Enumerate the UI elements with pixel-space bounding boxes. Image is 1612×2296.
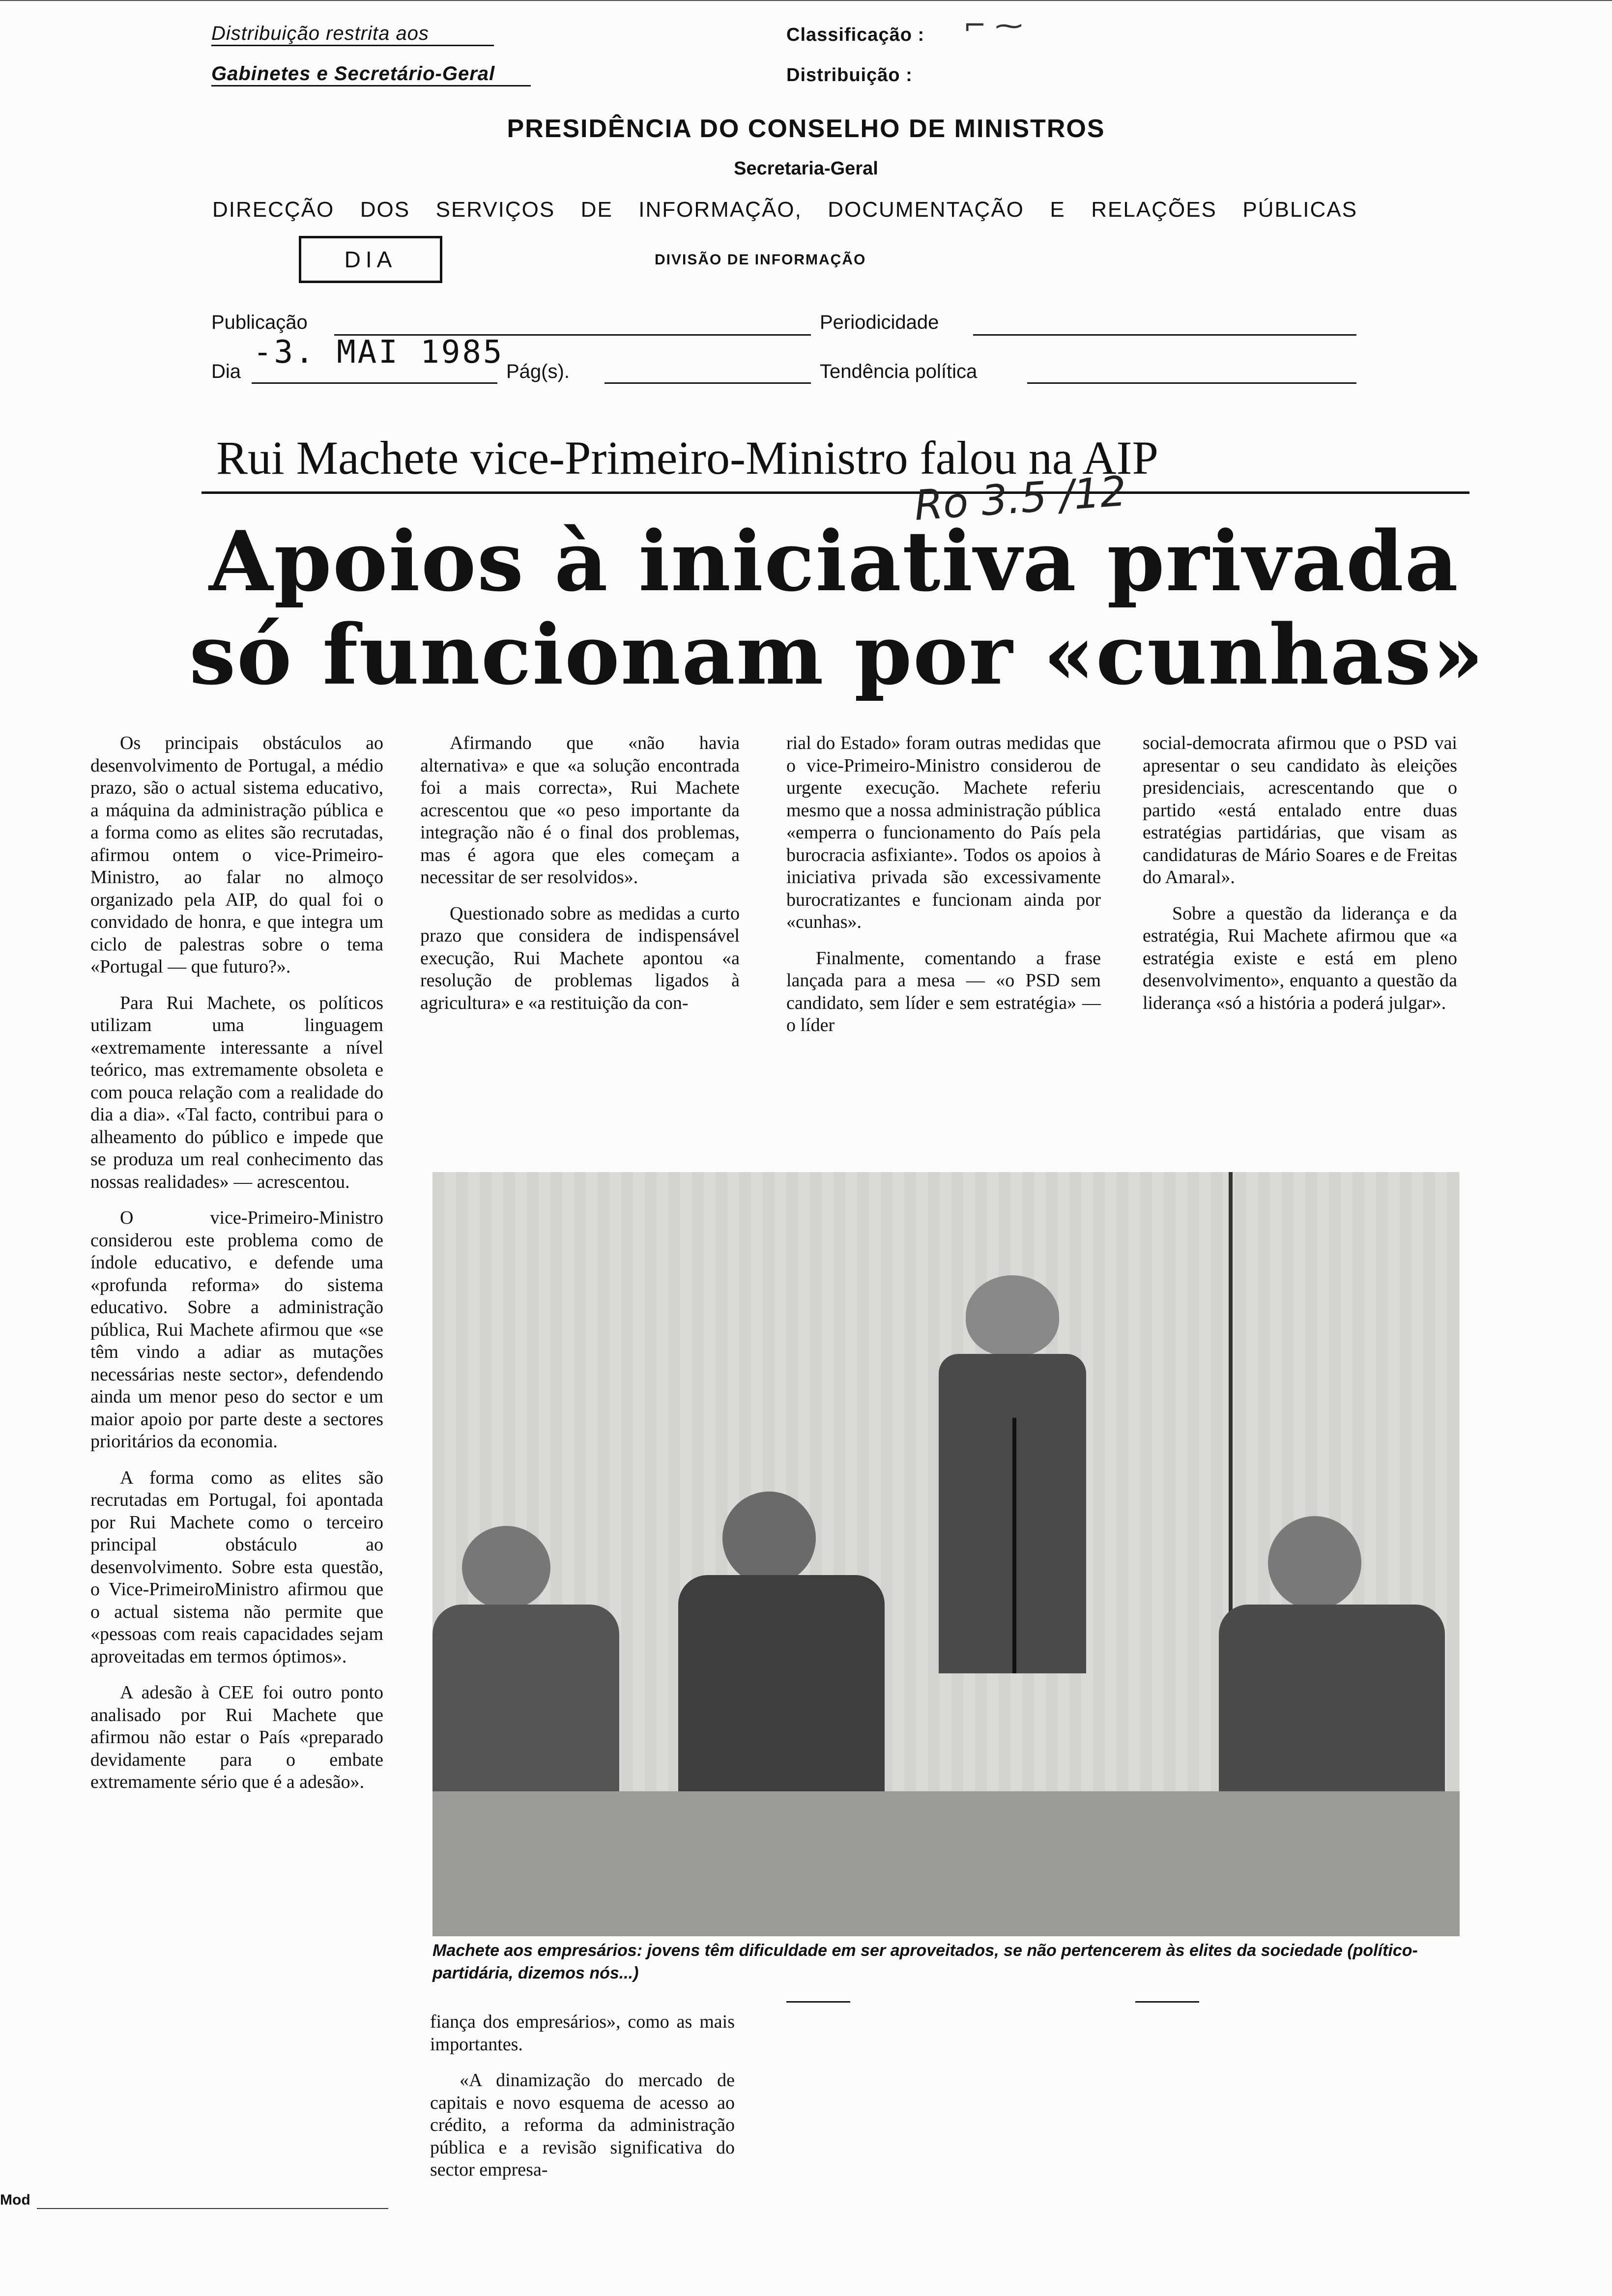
classification-label: Classificação : xyxy=(786,25,925,45)
paragraph: fiança dos empresários», como as mais importantes. xyxy=(430,2011,735,2055)
tendency-label: Tendência política xyxy=(820,361,978,382)
kicker-rule xyxy=(202,491,1469,494)
speaker-head xyxy=(966,1275,1059,1356)
paragraph: O vice-Primeiro-Ministro considerou este problema como de índole educativo, e defende uma «profunda reforma» do sistema educativo. Sobre a administração pública, Rui Machete afirmou que «se têm vindo a adiar as mutações necessárias neste sector», defendendo ainda um menor peso do sector e um maior apoio por parte deste a sectores prioritários da economia. xyxy=(90,1207,383,1452)
day-label: Dia xyxy=(211,361,241,382)
caption-rule-right xyxy=(1135,2001,1199,2003)
directorate-line: DIRECÇÃO DOS SERVIÇOS DE INFORMAÇÃO, DOCUMENTAÇÃO E RELAÇÕES PÚBLICAS xyxy=(212,198,1357,222)
publication-label: Publicação xyxy=(211,312,308,333)
paragraph: A adesão à CEE foi outro ponto analisado por Rui Machete que afirmou não estar o País «preparado devidamente para o embate extremamente sério que é a adesão». xyxy=(90,1682,383,1792)
org-subtitle: Secretaria-Geral xyxy=(734,158,878,179)
caption-rule-left xyxy=(786,2001,850,2003)
head-table xyxy=(432,1791,1460,1936)
microphone-stand xyxy=(1012,1418,1016,1673)
person-center-left-body xyxy=(678,1575,885,1811)
paragraph: Sobre a questão da liderança e da estratégia, Rui Machete afirmou que «a estratégia existe e está em pleno desenvolvimento», enquanto a questão da liderança «só a história a poderá julgar». xyxy=(1143,903,1457,1013)
person-right-body xyxy=(1219,1605,1445,1811)
pages-line xyxy=(604,382,811,384)
footer-rule xyxy=(37,2208,388,2209)
article-kicker: Rui Machete vice-Primeiro-Ministro falou na AIP xyxy=(216,431,1158,484)
day-line xyxy=(252,382,497,384)
pages-label: Pág(s). xyxy=(506,361,570,382)
paragraph: Questionado sobre as medidas a curto prazo que considera de indispensável execução, Rui Machete apontou «a resolução de problemas ligados à agricultura» e «a restituição da con- xyxy=(420,903,740,1013)
paragraph: Afirmando que «não havia alternativa» e que «a solução encontrada foi a mais correcta», Rui Machete acrescentou que «o peso importante da integração não é o final dos problemas, mas é agora que eles começam a necessitar de ser resolvidos». xyxy=(420,733,740,888)
article-column-2 xyxy=(420,732,740,1028)
headline-line-1: Apoios à iniciativa privada xyxy=(209,513,1459,610)
article-column-4 xyxy=(1143,732,1457,1028)
dia-stamp: DIA xyxy=(299,236,442,283)
top-edge-line xyxy=(0,0,1612,1)
person-right-head xyxy=(1268,1516,1361,1609)
person-left-head xyxy=(462,1526,550,1609)
org-title: PRESIDÊNCIA DO CONSELHO DE MINISTROS xyxy=(507,115,1105,143)
date-stamp: -3. MAI 1985 xyxy=(253,334,504,371)
paragraph: social-democrata afirmou que o PSD vai apresentar o seu candidato às eleições presidenciais, acrescentando que o partido «está entalado entre duas estratégias partidárias, que visam as candidaturas de Mário Soares e de Freitas do Amaral». xyxy=(1143,733,1457,888)
article-column-3 xyxy=(786,732,1101,1051)
paragraph: A forma como as elites são recrutadas em Portugal, foi apontada por Rui Machete como o terceiro principal obstáculo ao desenvolvimento. Sobre esta questão, o Vice-PrimeiroMinistro afirmou que o actual sistema não permite que «pessoas com reais capacidades sejam aproveitadas em termos óptimos». xyxy=(90,1467,383,1667)
distribution-line-2: Gabinetes e Secretário-Geral xyxy=(211,63,531,86)
handwritten-note: Ro 3.5 /12 xyxy=(913,467,1128,530)
photo-caption: Machete aos empresários: jovens têm dificuldade em ser aproveitados, se não pertencerem às elites da sociedade (político-partidária, dizemos nós...) xyxy=(432,1941,1418,1982)
distribution-label: Distribuição : xyxy=(786,65,913,86)
news-photo xyxy=(432,1172,1460,1936)
tendency-line xyxy=(1027,382,1356,384)
article-column-1 xyxy=(90,732,383,1808)
paragraph: Os principais obstáculos ao desenvolvimento de Portugal, a médio prazo, são o actual sistema educativo, a máquina da administração pública e a forma como as elites são recrutadas, afirmou ontem o vice-Primeiro-Ministro, ao falar no almoço organizado pela AIP, do qual foi o convidado de honra, e que integra um ciclo de palestras sobre o tema «Portugal — que futuro?». xyxy=(90,733,383,977)
article-column-2-continued xyxy=(430,2011,735,2195)
periodicity-line xyxy=(973,334,1356,336)
paragraph: «A dinamização do mercado de capitais e novo esquema de acesso ao crédito, a reforma da administração pública e a revisão significativa do sector empresa- xyxy=(430,2070,735,2180)
person-center-left-head xyxy=(722,1492,816,1585)
paragraph: rial do Estado» foram outras medidas que o vice-Primeiro-Ministro considerou de urgente execução. Machete referiu mesmo que a nossa administração pública «emperra o funcionamento do País pela burocracia asfixiante». Todos os apoios à iniciativa privada são excessivamente burocratizantes e funcionam ainda por «cunhas». xyxy=(786,733,1101,932)
handwritten-mark: ⌐ ⁓ xyxy=(963,10,1023,42)
headline-line-2: só funcionam por «cunhas» xyxy=(189,606,1485,703)
division-label: DIVISÃO DE INFORMAÇÃO xyxy=(655,252,866,268)
paragraph: Para Rui Machete, os políticos utilizam uma linguagem «extremamente interessante a nível teórico, mas extremamente obsoleta e com pouca relação com a realidade do dia a dia». «Tal facto, contribui para o alheamento do público e impede que se produza um real conhecimento das nossas realidades» — acrescentou. xyxy=(90,992,383,1192)
paragraph: Finalmente, comentando a frase lançada para a mesa — «o PSD sem candidato, sem líder e sem estratégia» — o líder xyxy=(786,947,1101,1035)
distribution-line-1: Distribuição restrita aos xyxy=(211,23,494,46)
periodicity-label: Periodicidade xyxy=(820,312,939,333)
footer-mark: Mod xyxy=(0,2192,30,2208)
person-left-body xyxy=(432,1605,619,1811)
